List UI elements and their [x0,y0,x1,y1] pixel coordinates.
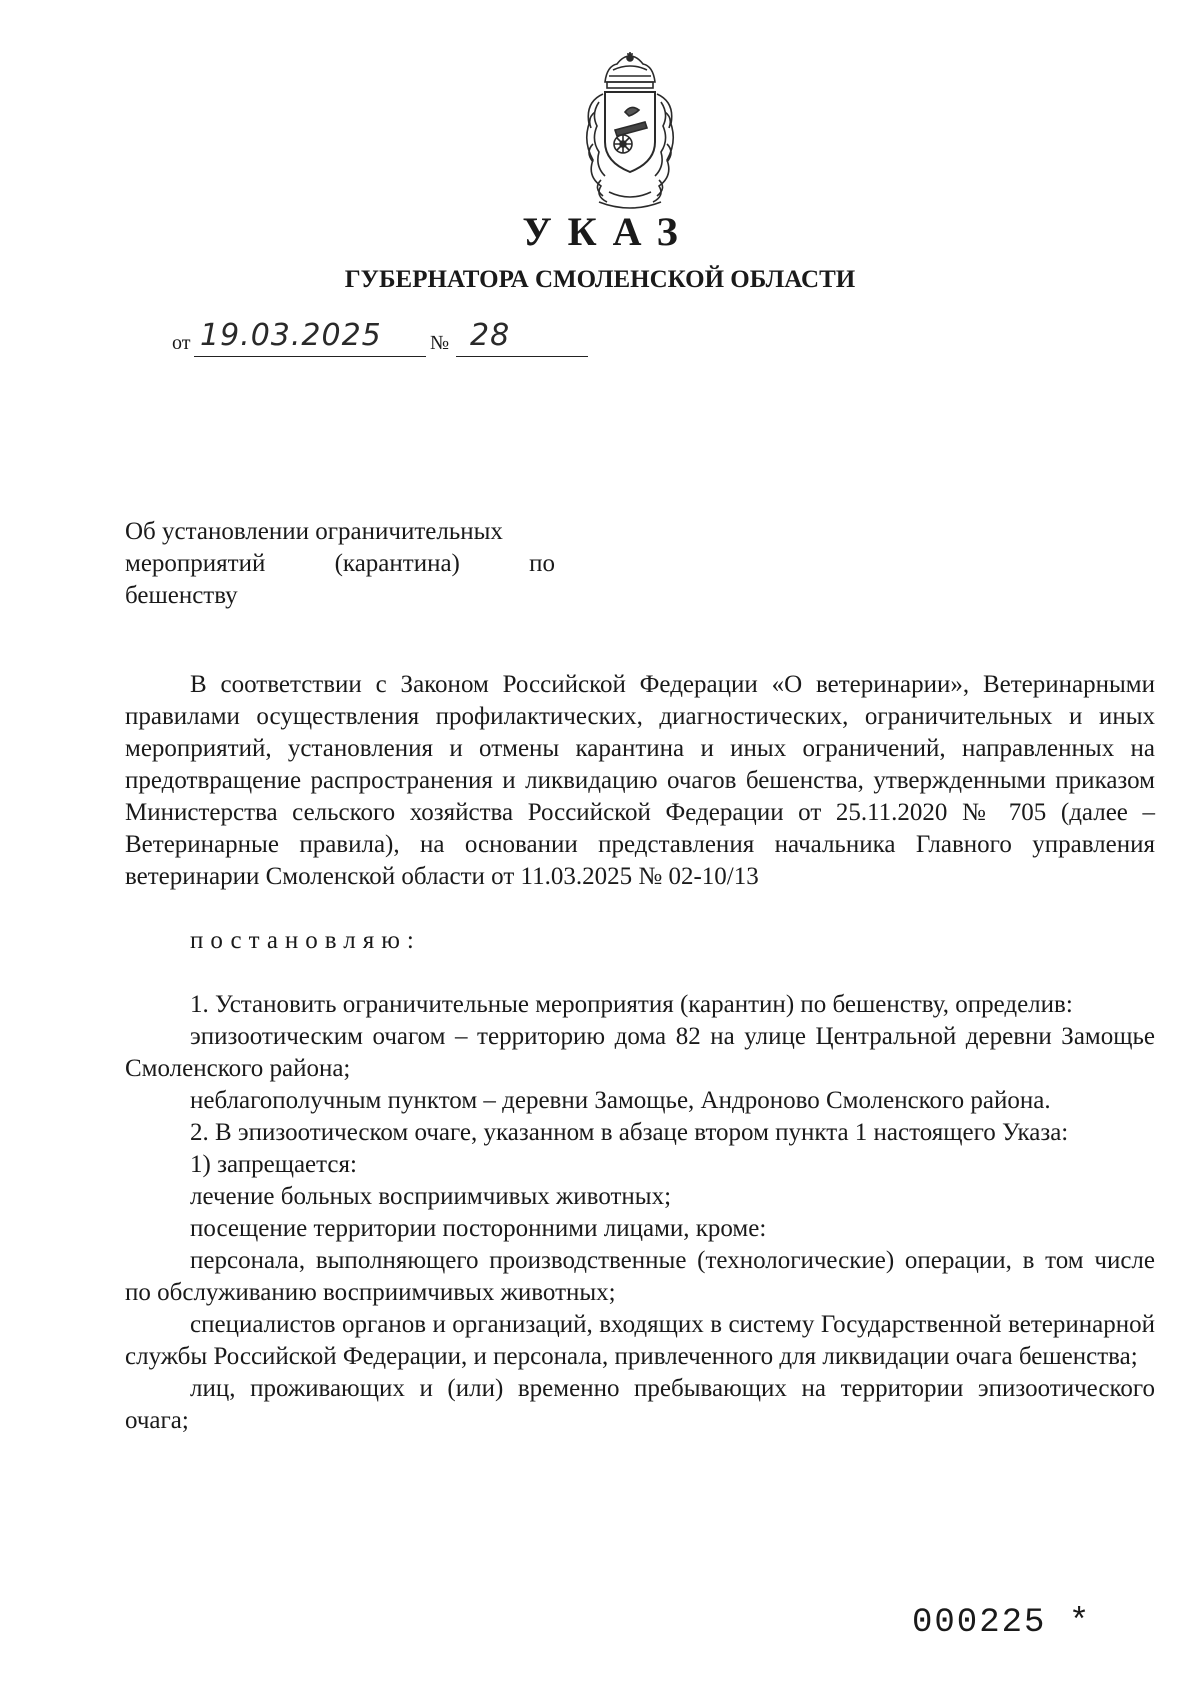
body-paragraph: 2. В эпизоотическом очаге, указанном в абзаце втором пункта 1 настоящего Указа: [190,1119,1069,1146]
body-paragraph: посещение территории посторонними лицами, кроме: [190,1215,767,1242]
number-value-handwritten: 28 [470,318,511,353]
body-paragraph: специалистов органов и организаций, входящих в систему Государственной ветеринарной службы Российской Федерации, и персонала, привлеченного для ликвидации очага бешенства; [125,1311,1155,1370]
number-label: № [430,332,450,354]
document-subject [125,516,555,612]
decree-word: постановляю: [190,927,421,954]
document-body [125,669,1155,1437]
body-paragraph: эпизоотическим очагом – территорию дома 82 на улице Центральной деревни Замощье Смоленского района; [125,1023,1155,1082]
subject-line: бешенству [125,582,238,609]
document-serial-number: 000225 * [912,1604,1092,1642]
date-label: от [172,332,191,354]
document-type-title: УКАЗ [522,209,694,254]
smolensk-coat-of-arms-icon [565,52,695,212]
body-paragraph: 1. Установить ограничительные мероприятия (карантин) по бешенству, определив: [190,991,1073,1018]
body-paragraph: 1) запрещается: [190,1151,357,1178]
preamble-paragraph: В соответствии с Законом Российской Федерации «О ветеринарии», Ветеринарными правилами осуществления профилактических, диагностических, ограничительных и иных мероприятий, установления и отмены карантина и иных ограничений, направленных на предотвращение распространения и ликвидацию очагов бешенства, утвержденными приказом Министерства сельского хозяйства Российской Федерации от 25.11.2020 № 705 (далее – Ветеринарные правила), на основании представления начальника Главного управления ветеринарии Смоленской области от 11.03.2025 № 02-10/13 [125,671,1155,890]
body-paragraph: персонала, выполняющего производственные (технологические) операции, в том числе по обслуживанию восприимчивых животных; [125,1247,1155,1306]
date-value-handwritten: 19.03.2025 [200,318,382,353]
issuing-authority: ГУБЕРНАТОРА СМОЛЕНСКОЙ ОБЛАСТИ [344,266,856,293]
subject-line: мероприятий (карантина) по [125,550,555,577]
date-number-line [172,318,612,358]
body-paragraph: лечение больных восприимчивых животных; [190,1183,672,1210]
subject-line: Об установлении ограничительных [125,518,503,545]
body-paragraph: лиц, проживающих и (или) временно пребывающих на территории эпизоотического очага; [125,1375,1155,1434]
number-underline [456,356,588,357]
date-underline [194,356,426,357]
body-paragraph: неблагополучным пунктом – деревни Замощье, Андроново Смоленского района. [190,1087,1051,1114]
